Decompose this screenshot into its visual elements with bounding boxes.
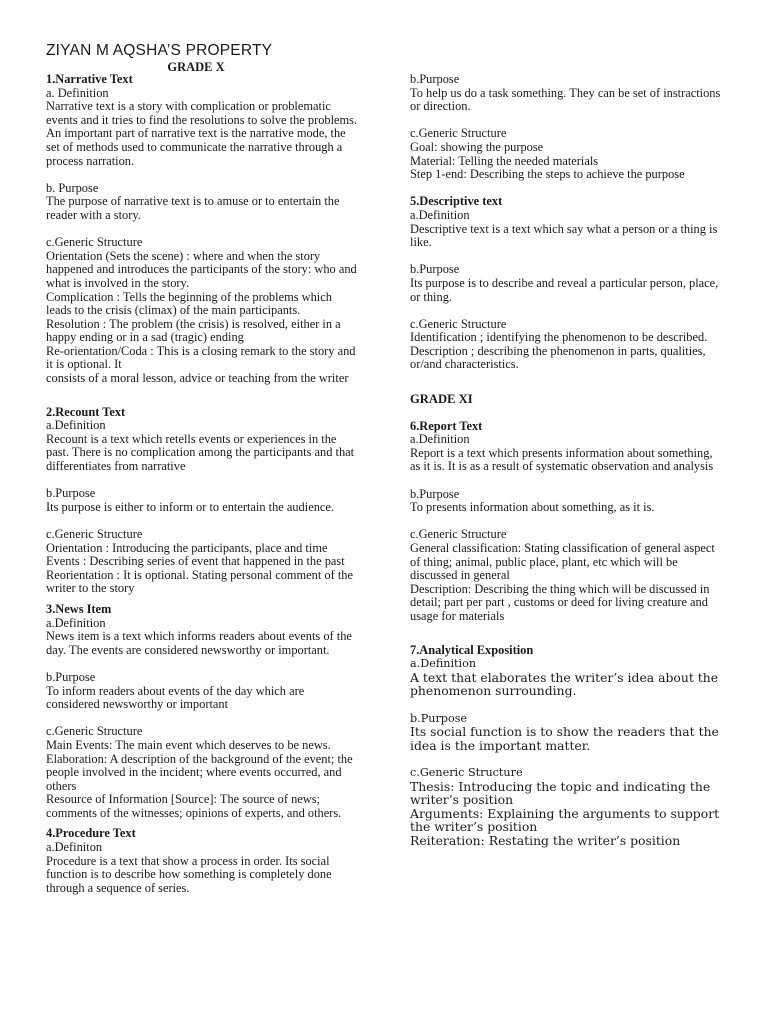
- spacer: [46, 223, 358, 237]
- purpose-body: Its purpose is to describe and reveal a particular person, place, or thing.: [410, 275, 719, 304]
- two-column-body: [46, 73, 726, 1013]
- spacer: [410, 114, 722, 128]
- structure-line: Goal: showing the purpose: [410, 139, 544, 154]
- structure-line: Re-orientation/Coda : This is a closing remark to the story and it is optional. It: [46, 343, 356, 372]
- page-title: ZIYAN M AQSHA’S PROPERTY: [46, 42, 273, 59]
- left-column: [46, 73, 358, 895]
- structure-line: Thesis: Introducing the topic and indicating the writer’s position: [410, 778, 711, 808]
- structure-line: Reiteration: Restating the writer’s position: [410, 832, 681, 848]
- definition-body: Narrative text is a story with complication or problematic events and it tries to find the resolutions to solve the problems. An important part of narrative text is the narrative mode, the set of methods used to communicate the narrative through a process narration.: [46, 99, 358, 168]
- spacer: [46, 474, 358, 488]
- definition-label: a.Definiton: [46, 840, 103, 855]
- purpose-label: b.Purpose: [410, 262, 460, 277]
- definition-body: Procedure is a text that show a process in order. Its social function is to describe how something is completely done through a sequence of series.: [46, 853, 332, 895]
- purpose-body: To help us do a task something. They can be set of instractions or direction.: [410, 85, 721, 114]
- structure-line: Material: Telling the needed materials: [410, 153, 599, 168]
- spacer: [410, 624, 722, 644]
- section-analytical-exposition: [410, 644, 722, 848]
- section-heading: 2.Recount Text: [46, 404, 126, 419]
- structure-line: Orientation (Sets the scene) : where and when the story happened and introduces the participants of the story: who and what is involved in the story.: [46, 248, 357, 290]
- structure-line: Events : Describing series of event that happened in the past: [46, 554, 345, 569]
- right-column: [410, 73, 722, 847]
- title-block: [46, 42, 722, 75]
- structure-line: Orientation : Introducing the participants, place and time: [46, 540, 328, 555]
- purpose-label: b.Purpose: [46, 486, 96, 501]
- spacer: [410, 182, 722, 196]
- section-narrative-text: [46, 73, 358, 386]
- spacer: [410, 406, 722, 420]
- purpose-body: Its purpose is either to inform or to entertain the audience.: [46, 499, 334, 514]
- purpose-label: b. Purpose: [46, 180, 99, 195]
- section-heading: 4.Procedure Text: [46, 826, 136, 841]
- section-heading: 6.Report Text: [410, 418, 483, 433]
- purpose-body: The purpose of narrative text is to amuse or to entertain the reader with a story.: [46, 194, 340, 222]
- definition-body: Recount is a text which retells events or experiences in the past. There is no complication among the participants and that differentiates from narrative: [46, 431, 355, 474]
- spacer: [46, 514, 358, 528]
- spacer: [46, 657, 358, 671]
- structure-line: Step 1-end: Describing the steps to achieve the purpose: [410, 167, 685, 182]
- spacer: [410, 304, 722, 318]
- section-recount-text: [46, 406, 358, 596]
- structure-label: c.Generic Structure: [410, 126, 507, 141]
- structure-line: Resolution : The problem (the crisis) is resolved, either in a happy ending or in a sad (tragic) ending: [46, 316, 341, 345]
- spacer: [46, 386, 358, 406]
- structure-label: c.Generic Structure: [410, 765, 523, 779]
- structure-tail: consists of a moral lesson, advice or teaching from the writer: [46, 371, 349, 386]
- structure-line: Identification ; identifying the phenomenon to be described.: [410, 330, 708, 345]
- structure-line: Reorientation : It is optional. Stating personal comment of the writer to the story: [46, 567, 353, 596]
- definition-label: a.Definition: [410, 207, 470, 222]
- structure-line: Elaboration: A description of the background of the event; the people involved in the incident; where events occurred, and others: [46, 751, 353, 793]
- structure-line: Complication : Tells the beginning of the problems which leads to the crisis (climax) of the main participants.: [46, 289, 332, 318]
- spacer: [410, 515, 722, 529]
- structure-label: c.Generic Structure: [46, 527, 143, 541]
- section-report-text: [410, 420, 722, 624]
- spacer: [410, 474, 722, 488]
- structure-label: c.Generic Structure: [46, 235, 143, 250]
- structure-label: c.Generic Structure: [410, 316, 507, 331]
- structure-line: Resource of Information [Source]: The source of news; comments of the witnesses; opinions of experts, and others.: [46, 792, 342, 820]
- definition-body: News item is a text which informs readers about events of the day. The events are considered newsworthy or important.: [46, 629, 352, 657]
- purpose-body: To presents information about something, as it is.: [410, 500, 655, 515]
- purpose-label: b.Purpose: [410, 486, 460, 501]
- purpose-body: Its social function is to show the readers that the idea is the important matter.: [410, 724, 719, 753]
- section-descriptive-text: [410, 195, 722, 372]
- spacer: [46, 712, 358, 726]
- purpose-label: b.Purpose: [410, 711, 468, 725]
- section-heading: 1.Narrative Text: [46, 72, 133, 86]
- structure-line: Arguments: Explaining the arguments to support the writer’s position: [410, 805, 720, 835]
- purpose-body: To inform readers about events of the day which are considered newsworthy or important: [46, 683, 305, 712]
- structure-line: Description ; describing the phenomenon in parts, qualities, or/and characteristics.: [410, 343, 706, 372]
- spacer: [410, 752, 722, 766]
- spacer: [410, 250, 722, 264]
- definition-body: Report is a text which presents information about something, as it is. It is as a result of systematic observation and analysis: [410, 445, 714, 474]
- purpose-label: b.Purpose: [46, 669, 96, 684]
- definition-label: a.Definition: [46, 418, 106, 433]
- definition-body: Descriptive text is a text which say what a person or a thing is like.: [410, 221, 718, 250]
- spacer: [410, 372, 722, 392]
- spacer: [410, 698, 722, 712]
- section-heading: 5.Descriptive text: [410, 194, 503, 209]
- grade-x-heading: GRADE X: [167, 60, 225, 74]
- section-procedure-text: [46, 827, 358, 895]
- section-heading: 3.News Item: [46, 601, 112, 616]
- definition-label: a.Definition: [410, 432, 470, 447]
- definition-label: a.Definition: [410, 657, 477, 671]
- structure-label: c.Generic Structure: [46, 724, 143, 739]
- section-procedure-text-continued: [410, 73, 722, 182]
- grade-xi-heading: GRADE XI: [410, 392, 473, 407]
- section-news-item: [46, 603, 358, 821]
- structure-line: Description: Describing the thing which will be discussed in detail; part per part , customs or deed for living creature and usage for materials: [410, 581, 710, 623]
- definition-label: a.Definition: [46, 615, 106, 630]
- spacer: [46, 168, 358, 182]
- structure-line: Main Events: The main event which deserves to be news.: [46, 737, 331, 752]
- section-heading: 7.Analytical Exposition: [410, 642, 534, 657]
- definition-label: a. Definition: [46, 85, 109, 100]
- purpose-label: b.Purpose: [410, 72, 460, 86]
- structure-line: General classification: Stating classification of general aspect of thing; animal, public place, plant, etc which will be discussed in general: [410, 541, 715, 583]
- structure-label: c.Generic Structure: [410, 527, 507, 542]
- definition-body: A text that elaborates the writer’s idea about the phenomenon surrounding.: [410, 669, 719, 699]
